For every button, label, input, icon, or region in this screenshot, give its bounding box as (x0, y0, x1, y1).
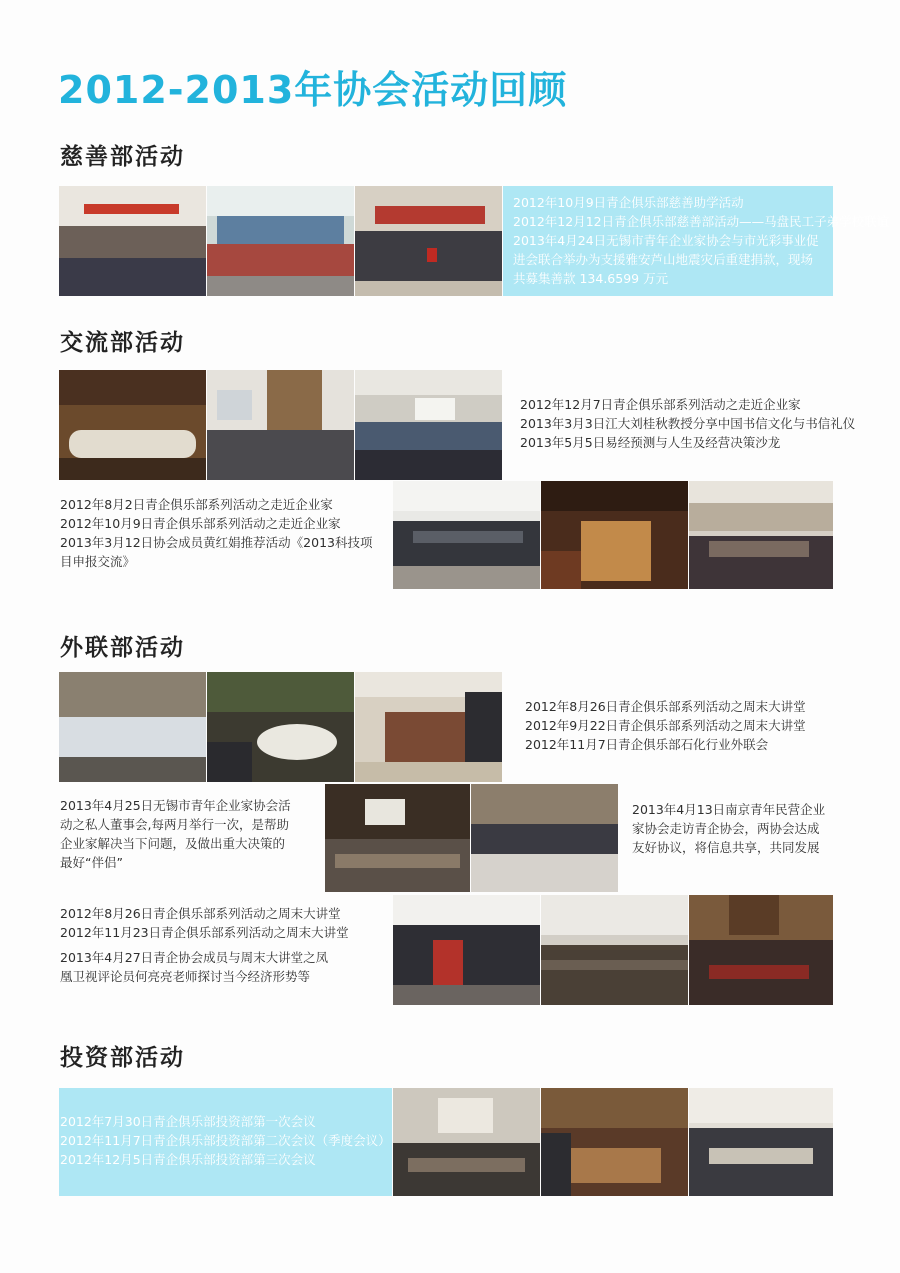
photo-exchange-meeting-2 (207, 370, 354, 480)
external-caption-line: 2013年4月25日无锡市青年企业家协会活 (60, 798, 291, 813)
exchange-caption-line: 2012年8月2日青企俱乐部系列活动之走近企业家 (60, 497, 333, 512)
photo-exchange-meeting-5 (541, 481, 688, 589)
charity-caption-line: 共募集善款 134.6599 万元 (513, 271, 669, 286)
exchange-caption-line: 2013年3月3日江大刘桂秋教授分享中国书信文化与书信礼仪 (520, 416, 856, 431)
external-caption-mid-right (632, 800, 825, 857)
external-caption-line: 家协会走访青企协会，两协会达成 (632, 821, 820, 836)
photo-exchange-meeting-3 (355, 370, 502, 480)
external-caption-top (525, 697, 806, 754)
photo-external-meeting (355, 672, 502, 782)
exchange-caption-line: 目申报交流》 (60, 554, 136, 569)
photo-charity-group-3 (355, 186, 502, 296)
section-heading-charity: 慈善部活动 (60, 144, 185, 170)
photo-investment-meeting-1 (393, 1088, 540, 1196)
section-heading-external: 外联部活动 (60, 635, 185, 661)
investment-caption-line: 2012年11月7日青企俱乐部投资部第二次会议（季度会议） (60, 1133, 391, 1148)
charity-caption-line: 进会联合举办为支援雅安芦山地震灾后重建捐款，现场 (513, 252, 814, 267)
photo-exchange-meeting-6 (689, 481, 833, 589)
exchange-caption-line: 2013年3月12日协会成员黄红娟推荐活动《2013科技项 (60, 535, 373, 550)
photo-external-group-1 (59, 672, 206, 782)
photo-external-salon (689, 895, 833, 1005)
investment-caption-line: 2012年12月5日青企俱乐部投资部第三次会议 (60, 1152, 316, 1167)
external-caption-line: 2012年9月22日青企俱乐部系列活动之周末大讲堂 (525, 718, 806, 733)
charity-caption (513, 193, 890, 288)
investment-caption (60, 1112, 390, 1169)
external-caption-line: 友好协议，将信息共享，共同发展 (632, 840, 820, 855)
external-caption-mid-left (60, 796, 291, 872)
photo-investment-meeting-2 (541, 1088, 688, 1196)
charity-caption-line: 2012年10月9日青企俱乐部慈善助学活动 (513, 195, 744, 210)
section-heading-investment: 投资部活动 (60, 1045, 185, 1071)
external-caption-line: 2013年4月13日南京青年民营企业 (632, 802, 826, 817)
external-caption-line: 动之私人董事会,每两月举行一次，是帮助 (60, 817, 289, 832)
external-caption-line: 凰卫视评论员何亮亮老师探讨当今经济形势等 (60, 969, 311, 984)
exchange-caption-left (60, 495, 372, 571)
external-caption-bottom (60, 904, 349, 986)
photo-investment-meeting-3 (689, 1088, 833, 1196)
external-caption-line: 企业家解决当下问题，及做出重大决策的 (60, 836, 286, 851)
photo-external-lecture-hall (541, 895, 688, 1005)
photo-charity-group-1 (59, 186, 206, 296)
exchange-caption-right (520, 395, 855, 452)
photo-external-banquet (207, 672, 354, 782)
external-caption-line: 最好“伴侣” (60, 855, 123, 870)
photo-charity-group-2 (207, 186, 354, 296)
external-caption-line: 2012年11月7日青企俱乐部石化行业外联会 (525, 737, 769, 752)
page-title: 2012-2013年协会活动回顾 (58, 68, 568, 112)
photo-exchange-meeting-1 (59, 370, 206, 480)
external-caption-line: 2012年8月26日青企俱乐部系列活动之周末大讲堂 (60, 906, 341, 921)
exchange-caption-line: 2012年12月7日青企俱乐部系列活动之走近企业家 (520, 397, 801, 412)
investment-caption-line: 2012年7月30日青企俱乐部投资部第一次会议 (60, 1114, 316, 1129)
photo-external-board-meeting (325, 784, 470, 892)
section-heading-exchange: 交流部活动 (60, 330, 185, 356)
exchange-caption-line: 2013年5月5日易经预测与人生及经营决策沙龙 (520, 435, 781, 450)
photo-external-group-2 (471, 784, 618, 892)
charity-caption-line: 2013年4月24日无锡市青年企业家协会与市光彩事业促 (513, 233, 819, 248)
charity-caption-line: 2012年12月12日青企俱乐部慈善部活动——马盘民工子弟学校联谊 (513, 214, 890, 229)
exchange-caption-line: 2012年10月9日青企俱乐部系列活动之走近企业家 (60, 516, 341, 531)
external-caption-line: 2013年4月27日青企协会成员与周末大讲堂之凤 (60, 950, 329, 965)
external-caption-line: 2012年11月23日青企俱乐部系列活动之周末大讲堂 (60, 925, 349, 940)
photo-exchange-meeting-4 (393, 481, 540, 589)
external-caption-line: 2012年8月26日青企俱乐部系列活动之周末大讲堂 (525, 699, 806, 714)
photo-external-speakers (393, 895, 540, 1005)
